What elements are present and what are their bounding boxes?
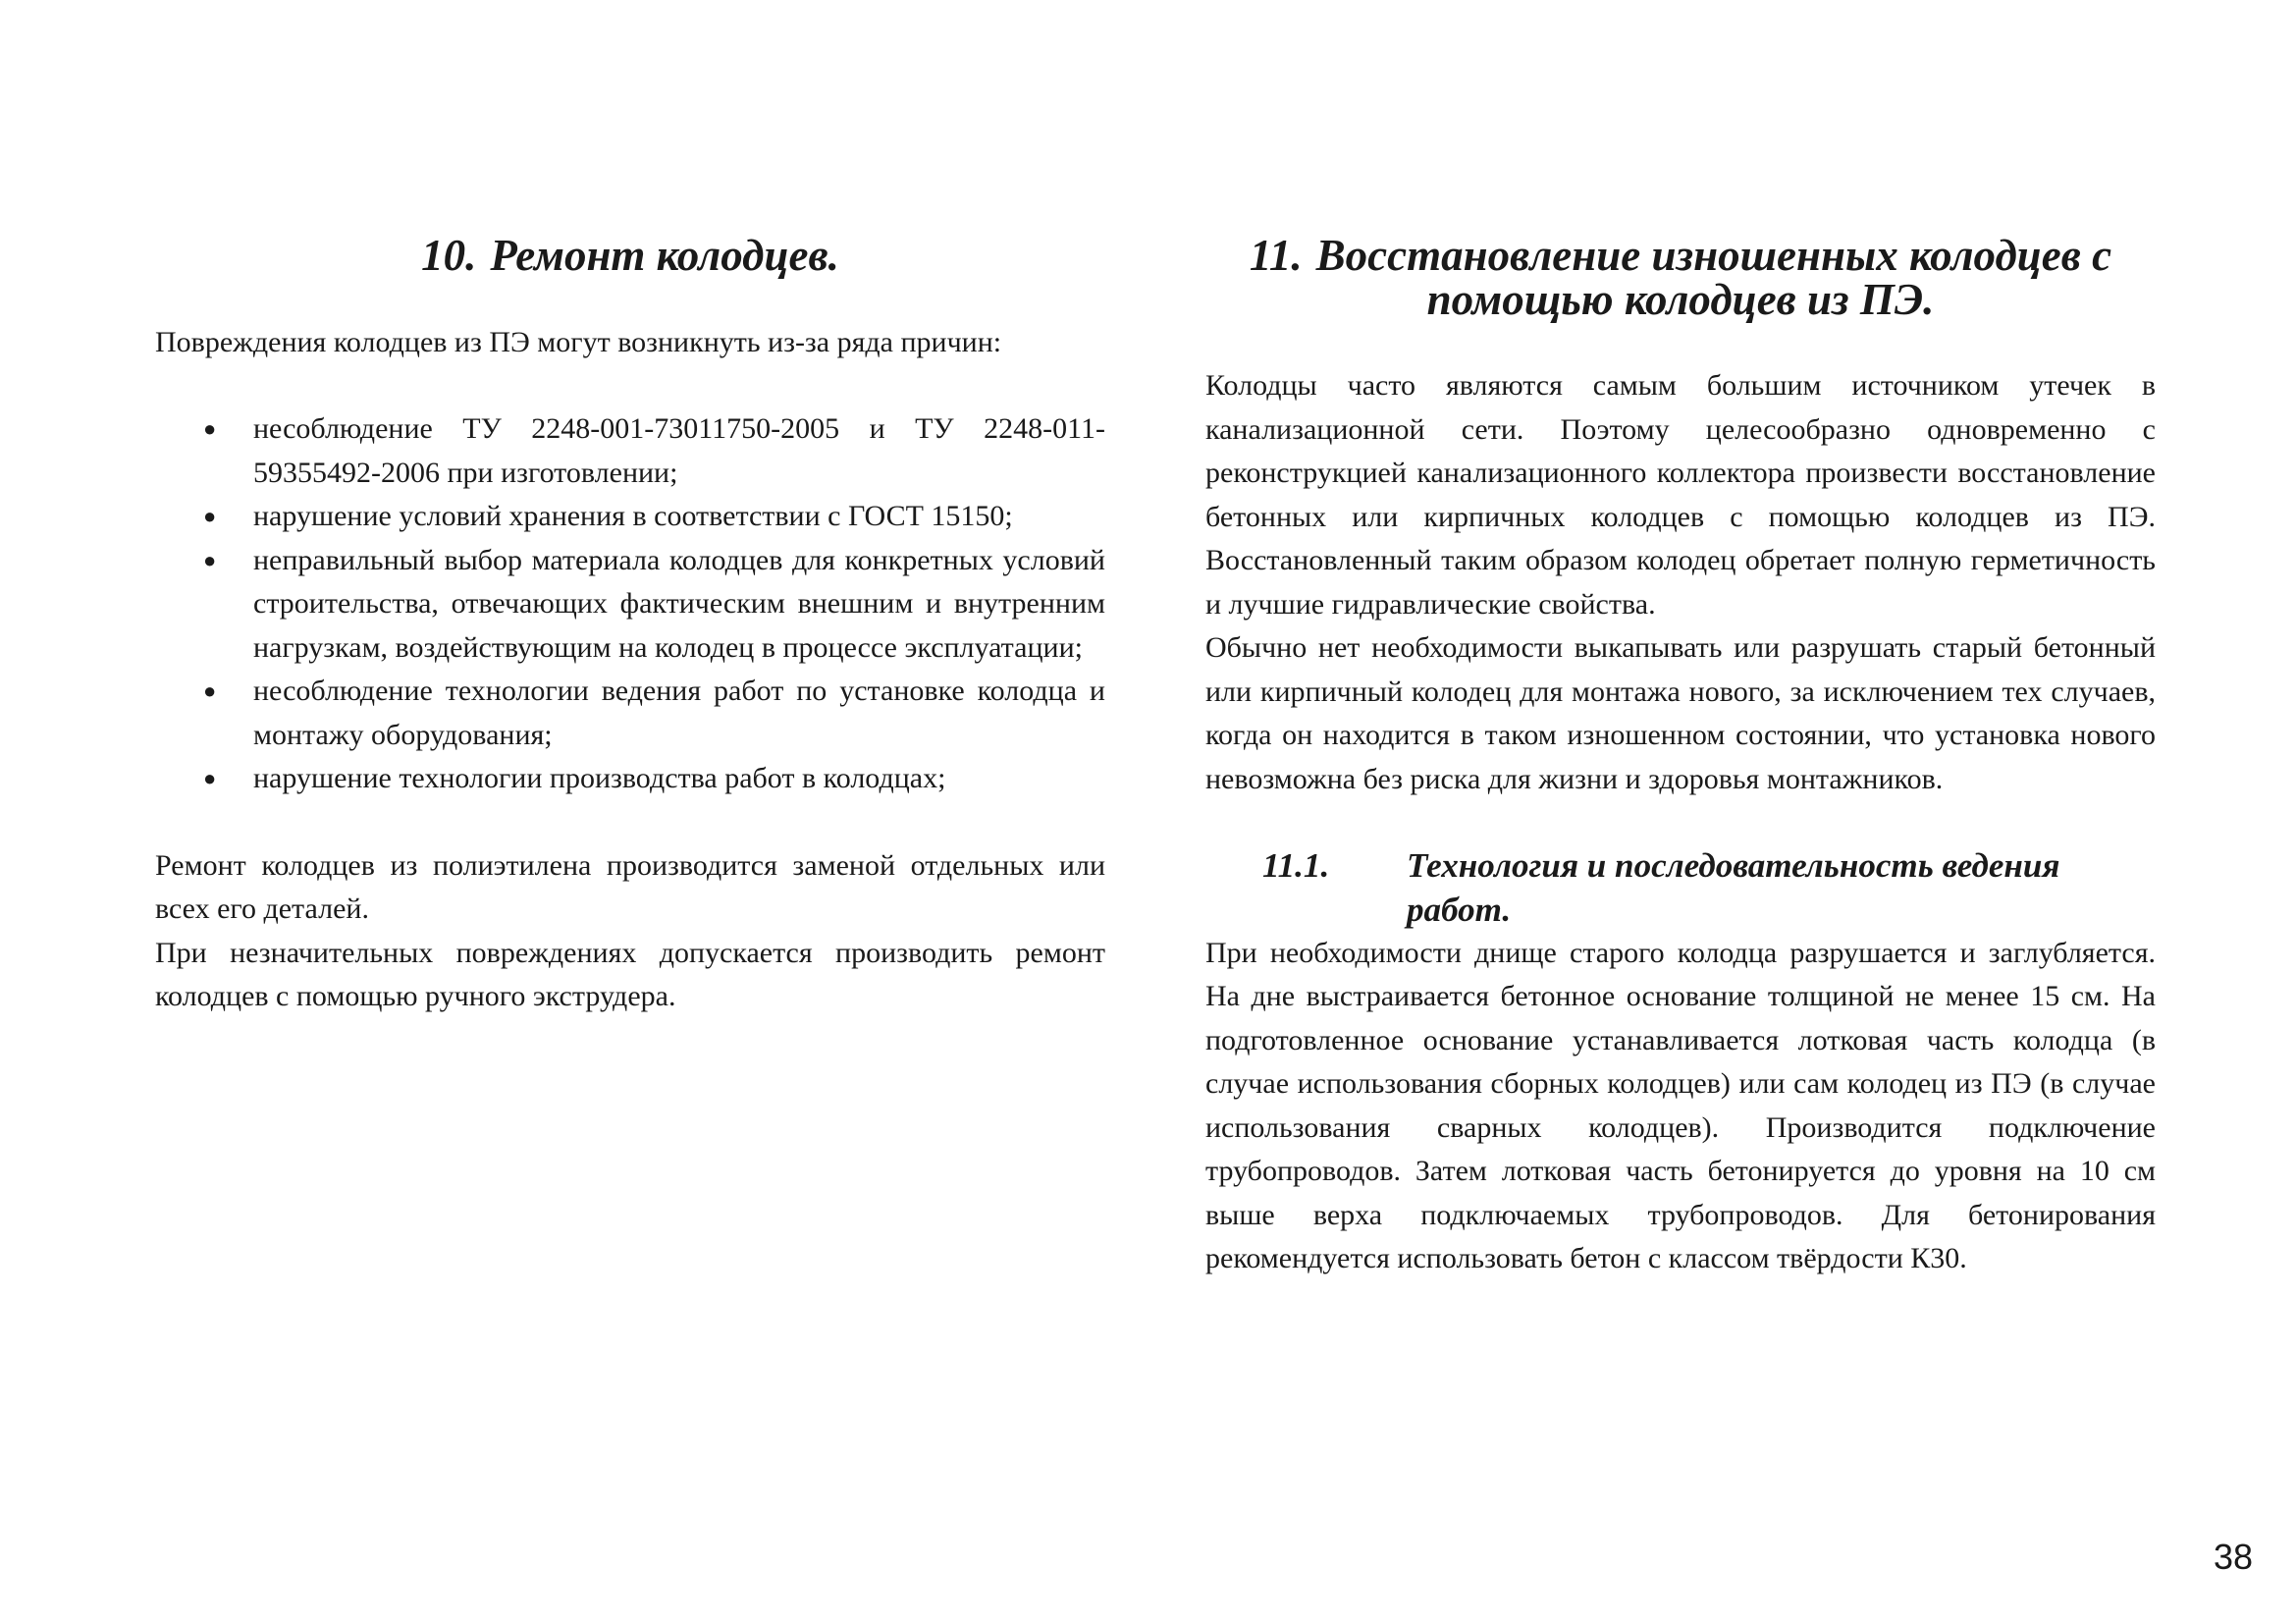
- list-item-text: несоблюдение технологии ведения работ по установке колодца и монтажу оборудования;: [253, 675, 1105, 751]
- bullet-icon: ●: [203, 416, 217, 441]
- section-11-heading: [1205, 231, 2156, 324]
- right-column: [1205, 0, 2156, 1281]
- bullet-icon: ●: [203, 766, 217, 790]
- section-11-heading-line1: [1205, 231, 2156, 280]
- technology-paragraph: При необходимости днище старого колодца разрушается и заглубляется. На дне выстраивается бетонное основание толщиной не менее 15 см. На подготовленное основание устанавливается лотковая часть колодца (в случае использования сборных колодцев) или сам колодец из ПЭ (в случае использования сварных колодцев). Производится подключение трубопроводов. Затем лотковая часть бетонируется до уровня на 10 см выше верха подключаемых трубопроводов. Для бетонирования рекомендуется использовать бетон с классом твёрдости К30.: [1205, 936, 2156, 1274]
- list-item: [155, 757, 1105, 801]
- list-item: [155, 407, 1105, 495]
- page-number: 38: [2213, 1537, 2253, 1577]
- section-11-1-title: Технология и последовательность ведения работ.: [1407, 846, 2060, 929]
- list-item-text: нарушение технологии производства работ в колодцах;: [253, 762, 946, 794]
- list-item: [155, 495, 1105, 539]
- list-item-text: несоблюдение ТУ 2248-001-73011750-2005 и ТУ 2248-011-59355492-2006 при изготовлении;: [253, 412, 1105, 489]
- section-10-number: 10.: [421, 231, 477, 280]
- leaks-paragraph: Колодцы часто являются самым большим источником утечек в канализационной сети. Поэтому целесообразно одновременно с реконструкцией канализационного коллектора произвести восстановление бетонных или кирпичных колодцев с помощью колодцев из ПЭ. Восстановленный таким образом колодец обретает полную герметичность и лучшие гидравлические свойства.: [1205, 369, 2156, 621]
- section-11-1-heading: [1205, 844, 2156, 929]
- list-item: [155, 670, 1105, 757]
- list-item-text: неправильный выбор материала колодцев для конкретных условий строительства, отвечающих фактическим внешним и внутренним нагрузкам, воздействующим на колодец в процессе эксплуатации;: [253, 543, 1105, 664]
- minor-damage-paragraph: При незначительных повреждениях допускается производить ремонт колодцев с помощью ручного экструдера.: [155, 936, 1105, 1012]
- bullet-icon: ●: [203, 547, 217, 572]
- left-column: [155, 0, 1105, 1019]
- repair-paragraph: Ремонт колодцев из полиэтилена производится заменой отдельных или всех его деталей.: [155, 848, 1105, 925]
- section-11-1-number: 11.1.: [1262, 846, 1330, 885]
- section-10-heading: [155, 231, 1105, 280]
- section-11-number: 11.: [1249, 231, 1303, 280]
- no-digging-paragraph: Обычно нет необходимости выкапывать или разрушать старый бетонный или кирпичный колодец для монтажа нового, за исключением тех случаев, когда он находится в таком изношенном состоянии, что установка нового невозможна без риска для жизни и здоровья монтажников.: [1205, 631, 2156, 795]
- list-item: [155, 539, 1105, 671]
- section-11-title-line2: помощью колодцев из ПЭ.: [1426, 274, 1935, 324]
- list-item-text: нарушение условий хранения в соответствии с ГОСТ 15150;: [253, 500, 1013, 532]
- section-10-intro: Повреждения колодцев из ПЭ могут возникнуть из-за ряда причин:: [155, 325, 1002, 358]
- bullet-icon: ●: [203, 504, 217, 528]
- bullet-icon: ●: [203, 678, 217, 703]
- section-10-title: Ремонт колодцев.: [490, 231, 839, 280]
- section-11-title-line1: Восстановление изношенных колодцев с: [1315, 231, 2112, 280]
- damage-causes-list: [155, 407, 1105, 801]
